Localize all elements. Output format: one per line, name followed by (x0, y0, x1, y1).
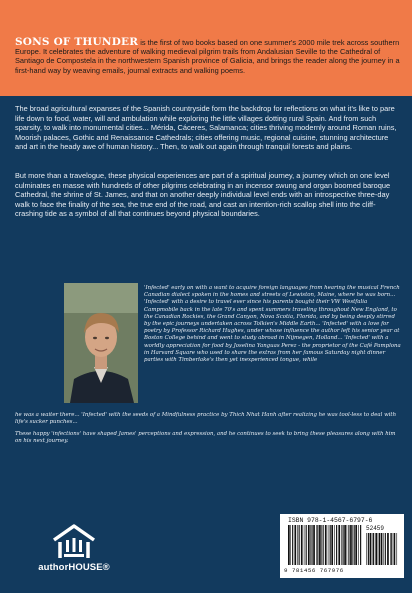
authorhouse-house-logo-icon (24, 520, 124, 560)
description-paragraph-1: The broad agricultural expanses of the Spanish countryside form the backdrop for reflections on what it's like to pare life down to food, water, will and ambulation while exploring the little villages dotting rural Spain. And from such sparsity, to walk into monumental cities... Mérida, Cáceres, Salamanca; cities thriving modernly around Roman ruins, Moorish palaces, Gothic and Renaissance Cathedrals; cities offering music, regional cuisine, stunning architecture and art in the heady awe of human history... Then, to walk out again through tranquil forests and plains. (15, 104, 397, 152)
isbn-barcode-panel (280, 514, 404, 578)
intro-paragraph (15, 38, 401, 75)
intro-text: is the first of two books based on one summer's 2000 mile trek across southern Europe. It celebrates the adventure of walking medieval pilgrim trails from Andalusian Seville to the Cathedral of Santiago de Compostela in the northwestern Spanish province of Galicia, and brings the reader along the journey in a first-hand way by weaving emails, journal extracts and walking poems. (15, 38, 400, 75)
publisher-name: authorHOUSE® (38, 562, 110, 573)
ean-barcode-bars (288, 525, 362, 565)
isbn-label: ISBN 978-1-4567-6797-6 (288, 517, 373, 524)
price-code: 52459 (366, 525, 385, 532)
top-orange-band (0, 0, 412, 96)
price-barcode-bars (366, 533, 398, 565)
author-bio: 'Infected' early on with a want to acquire foreign languages from hearing the musical French Canadian dialect spoken in the homes and streets of Lewiston, Maine, where he was born... 'Infected' with a desire to travel ever since his parents bought their VW Westfalia Campmobile back in the late 70's and spent summers traveling throughout New England, to the Canadian Rockies, the Grand Canyon, Nova Scotia, Florida, and by being deeply stirred by the epic journeys undertaken across Tolkien's Middle Earth... 'Infected' with a love for poetry by Professor Richard Hughes, under whose influence the author left his senior year at Boston College behind and went to study abroad in Nijmegen, Holland... 'Infected' with a worldly appreciation for food by Joselina Yanguas Perez - the proprietor of the Café Pamplona in Harvard Square who used to share the extras from her famous Saturday night dinner parties with Timberlake's then yet inexperienced tongue, while (144, 285, 401, 364)
author-photo (64, 283, 138, 403)
author-bio-closing: These happy 'infections' have shaped James' perceptions and expression, and he continues to seek to bring these pleasures along with him on his next journey. (15, 431, 396, 445)
series-title: SONS OF THUNDER (15, 36, 139, 48)
author-portrait-image (64, 283, 138, 403)
publisher-logo (24, 520, 124, 576)
description-paragraph-2: But more than a travelogue, these physical experiences are part of a spiritual journey, a journey which on one level culminates en masse with hundreds of other pilgrims celebrating in an incensor swung and organ boomed baroque Cathedral, the shrine of St. James, and that on another deeply individual level ends with an introspective three-day walk to face the finality of the sea, the true end of the road, and cast an intention-rich scallop shell into the cliff-crashing tide as a symbol of all that continues beyond physical boundaries. (15, 171, 391, 219)
author-bio-continued: he was a waiter there... 'Infected' with the seeds of a Mindfulness practice by Thich Nhat Hanh after realizing he was tool-less to deal with life's sucker punches... (15, 412, 397, 426)
barcode-digits: 9 781456 767976 (284, 567, 344, 574)
